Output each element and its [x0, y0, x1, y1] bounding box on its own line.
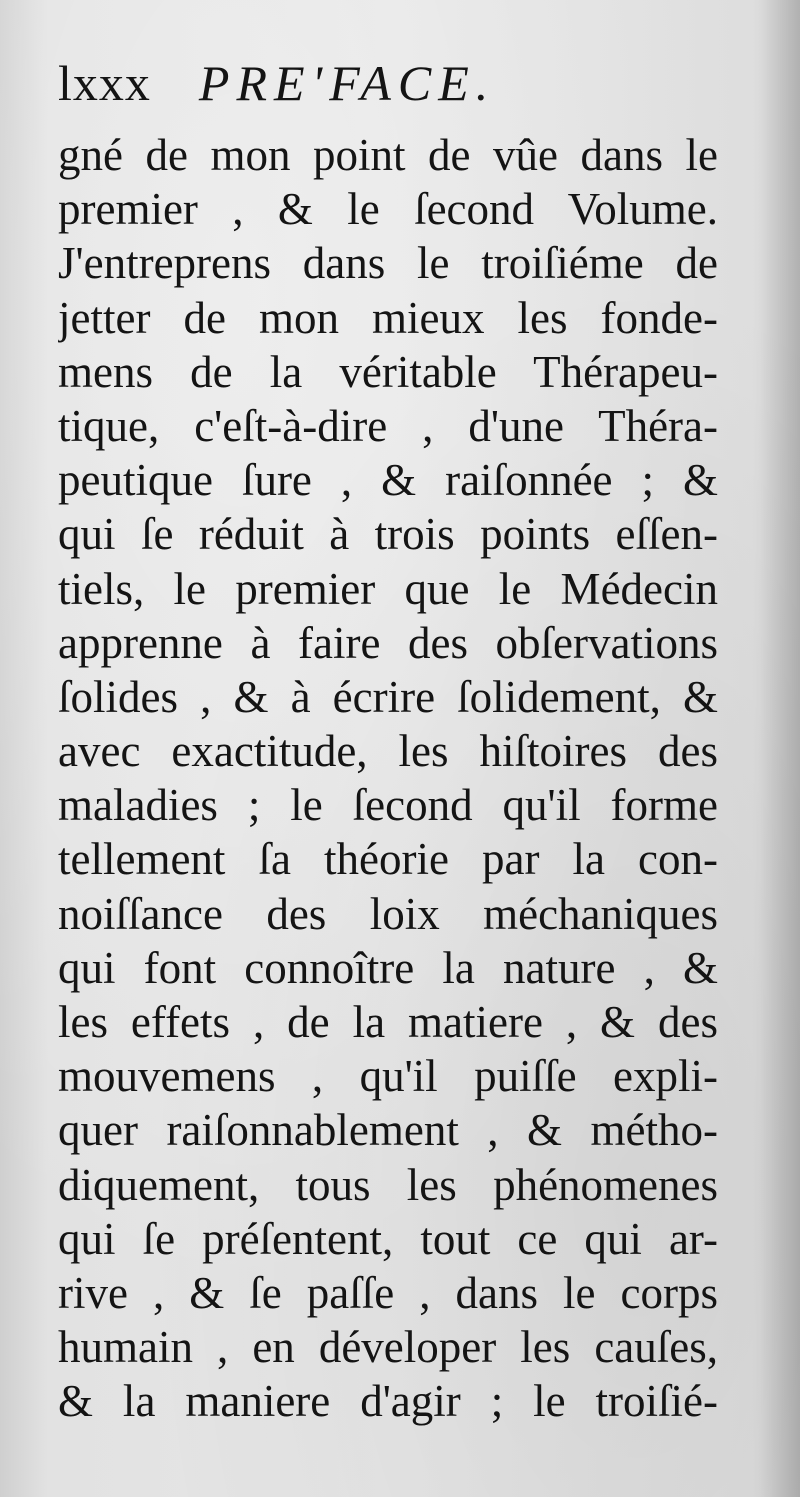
text-line: qui ſe préſentent, tout ce qui ar- — [58, 1213, 718, 1264]
text-line: les effets , de la matiere , & des — [58, 997, 718, 1047]
text-line: mens de la véritable Thérapeu- — [58, 346, 718, 397]
text-line: rive , & ſe paſſe , dans le corps — [58, 1267, 718, 1318]
text-line: tellement ſa théorie par la con- — [58, 834, 718, 885]
page-header — [58, 50, 758, 116]
text-line: avec exactitude, les hiſtoires des — [58, 726, 718, 777]
text-line: noiſſance des loix méchaniques — [58, 888, 718, 939]
text-line: apprenne à faire des obſervations — [58, 617, 718, 668]
text-line: diquement, tous les phénomenes — [58, 1159, 718, 1210]
text-line: maladies ; le ſecond qu'il forme — [58, 780, 718, 831]
text-line: jetter de mon mieux les fonde- — [58, 292, 718, 343]
text-line: mouvemens , qu'il puiſſe expli- — [58, 1051, 718, 1102]
body-text — [58, 128, 718, 1429]
text-line: gné de mon point de vûe dans le — [58, 130, 718, 180]
page-number: lxxx — [58, 55, 151, 111]
text-line: tique, c'eſt-à-dire , d'une Théra- — [58, 400, 718, 451]
text-line: & la maniere d'agir ; le troiſié- — [58, 1376, 718, 1427]
text-line: quer raiſonnablement , & métho- — [58, 1105, 718, 1156]
text-line: tiels, le premier que le Médecin — [58, 563, 718, 614]
text-line: qui font connoître la nature , & — [58, 942, 718, 993]
text-line: qui ſe réduit à trois points eſſen- — [58, 509, 718, 560]
text-line: premier , & le ſecond Volume. — [58, 184, 718, 235]
text-line: ſolides , & à écrire ſolidement, & — [58, 671, 718, 722]
text-line: J'entreprens dans le troiſiéme de — [58, 238, 718, 289]
text-line: humain , en déveloper les cauſes, — [58, 1322, 718, 1373]
text-line: peutique ſure , & raiſonnée ; & — [58, 455, 718, 506]
running-title: PRE'FACE. — [198, 55, 496, 111]
page-edge-shadow — [760, 0, 800, 1497]
